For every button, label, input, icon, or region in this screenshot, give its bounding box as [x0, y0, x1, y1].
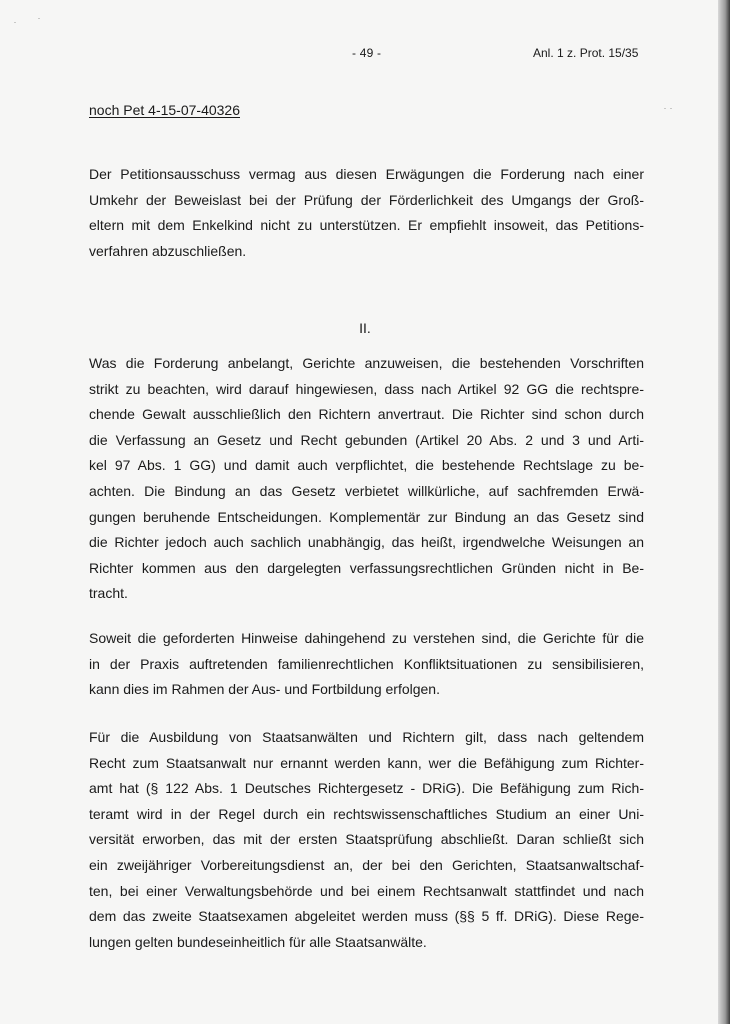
text-line: chende Gewalt ausschließlich den Richtern anvertraut. Die Richter sind schon durch	[89, 406, 644, 423]
petition-reference: noch Pet 4-15-07-40326	[89, 102, 240, 118]
scan-edge	[718, 0, 730, 1024]
protocol-reference: Anl. 1 z. Prot. 15/35	[533, 46, 639, 60]
text-line: gungen beruhende Entscheidungen. Komplementär zur Bindung an das Gesetz sind	[89, 508, 644, 525]
text-line: achten. Die Bindung an das Gesetz verbietet willkürliche, auf sachfremden Erwä-	[89, 482, 644, 499]
text-line: strikt zu beachten, wird darauf hingewiesen, dass nach Artikel 92 GG die rechtspre-	[89, 380, 644, 397]
text-line: versität erworben, das mit der ersten Staatsprüfung abschließt. Daran schließt sich	[89, 831, 644, 848]
text-line: kann dies im Rahmen der Aus- und Fortbildung erfolgen.	[89, 681, 440, 698]
text-line: Für die Ausbildung von Staatsanwälten und Richtern gilt, dass nach geltendem	[89, 729, 644, 745]
text-line: teramt wird in der Regel durch ein rechtswissenschaftliches Studium an einer Uni-	[89, 805, 644, 822]
text-line: Richter kommen aus den dargelegten verfassungsrechtlichen Gründen nicht in Be-	[89, 559, 644, 576]
text-line: lungen gelten bundeseinheitlich für alle Staatsanwälte.	[89, 933, 427, 950]
text-line: Recht zum Staatsanwalt nur ernannt werden kann, wer die Befähigung zum Richter-	[89, 754, 644, 771]
text-line: Der Petitionsausschuss vermag aus diesen Erwägungen die Forderung nach einer	[89, 166, 644, 182]
text-line: Soweit die geforderten Hinweise dahingehend zu verstehen sind, die Gerichte für die	[89, 630, 644, 646]
paragraph-education	[89, 725, 644, 955]
text-line: dem das zweite Staatsexamen abgeleitet werden muss (§§ 5 ff. DRiG). Diese Rege-	[89, 908, 644, 925]
text-line: verfahren abzuschließen.	[89, 242, 247, 259]
text-line: Umkehr der Beweislast bei der Prüfung der Förderlichkeit des Umgangs der Groß-	[89, 191, 644, 208]
text-line: ten, bei einer Verwaltungsbehörde und bei einem Rechtsanwalt stattfindet und nach	[89, 882, 644, 899]
text-line: in der Praxis auftretenden familienrechtlichen Konfliktsituationen zu sensibilisieren,	[89, 655, 644, 672]
text-line: kel 97 Abs. 1 GG) und damit auch verpflichtet, die bestehende Rechtslage zu be-	[89, 457, 644, 474]
section-heading: II.	[359, 320, 371, 336]
text-line: Was die Forderung anbelangt, Gerichte anzuweisen, die bestehenden Vorschriften	[89, 355, 644, 371]
text-line: tracht.	[89, 585, 128, 602]
paragraph-training	[89, 626, 644, 703]
page-number: - 49 -	[352, 46, 382, 60]
text-line: amt hat (§ 122 Abs. 1 Deutsches Richtergesetz - DRiG). Die Befähigung zum Rich-	[89, 780, 644, 797]
text-line: die Verfassung an Gesetz und Recht gebunden (Artikel 20 Abs. 2 und 3 und Arti-	[89, 431, 644, 448]
paragraph-court-instructions	[89, 351, 644, 607]
text-line: eltern mit dem Enkelkind nicht zu unterstützen. Er empfiehlt insoweit, das Petitions-	[89, 217, 644, 234]
paragraph-conclusion	[89, 162, 644, 264]
text-line: die Richter jedoch auch sachlich unabhängig, das heißt, irgendwelche Weisungen an	[89, 534, 644, 551]
text-line: ein zweijähriger Vorbereitungsdienst an, der bei den Gerichten, Staatsanwaltschaf-	[89, 856, 644, 873]
